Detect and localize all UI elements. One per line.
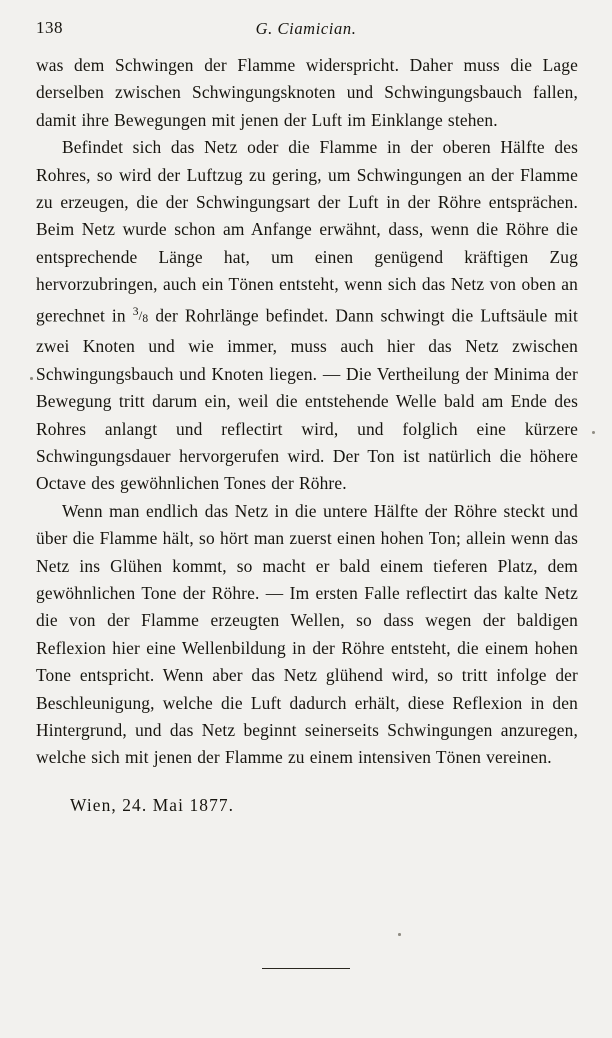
paragraph-third: Wenn man endlich das Netz in die untere Hälfte der Röhre steckt und über die Flamme hält, so hört man zuerst einen hohen Ton; allein wenn das Netz ins Glühen kommt, so macht er bald einem tieferen Platz, dem gewöhnlichen Tone der Röhre. — Im ersten Falle reflectirt das kalte Netz die von der Flamme erzeugten Wellen, so dass wegen der baldigen Reflexion hier eine Wellenbildung in der Röhre entsteht, die einem hohen Tone entspricht. Wenn aber das Netz glühend wird, so tritt infolge der Beschleunigung, welche die Luft dadurch erhält, diese Reflexion in den Hintergrund, und das Netz beginnt seinerseits Schwingungen anzuregen, welche sich mit jenen der Flamme zu einem intensiven Tönen vereinen. xyxy=(36,500,578,768)
page-speck xyxy=(592,431,595,434)
fraction-denominator: 8 xyxy=(142,312,149,325)
page-speck xyxy=(398,933,401,936)
paragraph-with-fraction xyxy=(36,134,578,498)
section-divider-rule xyxy=(262,968,350,969)
page-number: 138 xyxy=(36,18,63,37)
running-head: G. Ciamician. xyxy=(255,19,357,38)
fraction-numerator: 3 xyxy=(132,305,139,318)
colophon-place-date: Wien, 24. Mai 1877. xyxy=(70,794,235,815)
page-header xyxy=(36,18,576,44)
fraction-three-eighths xyxy=(132,305,149,325)
paragraph-part-before-fraction: Befindet sich das Netz oder die Flamme in der oberen Hälfte des Rohres, so wird der Luftzug zu gering, um Schwingungen an der Flamme zu erzeugen, die der Schwingungsart der Luft in der Röhre entsprächen. Beim Netz wurde schon am Anfange erwähnt, dass, wenn die Röhre die entsprechende Länge hat, um einen genügend kräftigen Zug hervorzubringen, auch ein Tönen entsteht, wenn sich das Netz von oben an gerechnet in xyxy=(36,137,578,326)
paragraph-part-after-fraction: der Rohrlänge befindet. Dann schwingt die Luftsäule mit zwei Knoten und wie immer, muss auch hier das Netz zwischen Schwingungsbauch und Knoten liegen. — Die Vertheilung der Minima der Bewegung tritt darum ein, weil die entstehende Welle bald am Ende des Rohres anlangt und reflectirt wird, und folglich eine kürzere Schwingungsdauer hervorgerufen wird. Der Ton ist natürlich die höhere Octave des gewöhnlichen Tones der Röhre. xyxy=(36,305,578,494)
body-text xyxy=(36,52,578,819)
paragraph-continuation: was dem Schwingen der Flamme widerspricht. Daher muss die Lage derselben zwischen Schwingungsknoten und Schwingungsbauch fallen, damit ihre Bewegungen mit jenen der Luft im Einklange stehen. xyxy=(36,55,578,130)
page-speck xyxy=(30,377,33,380)
fraction-bar: / xyxy=(138,307,143,323)
